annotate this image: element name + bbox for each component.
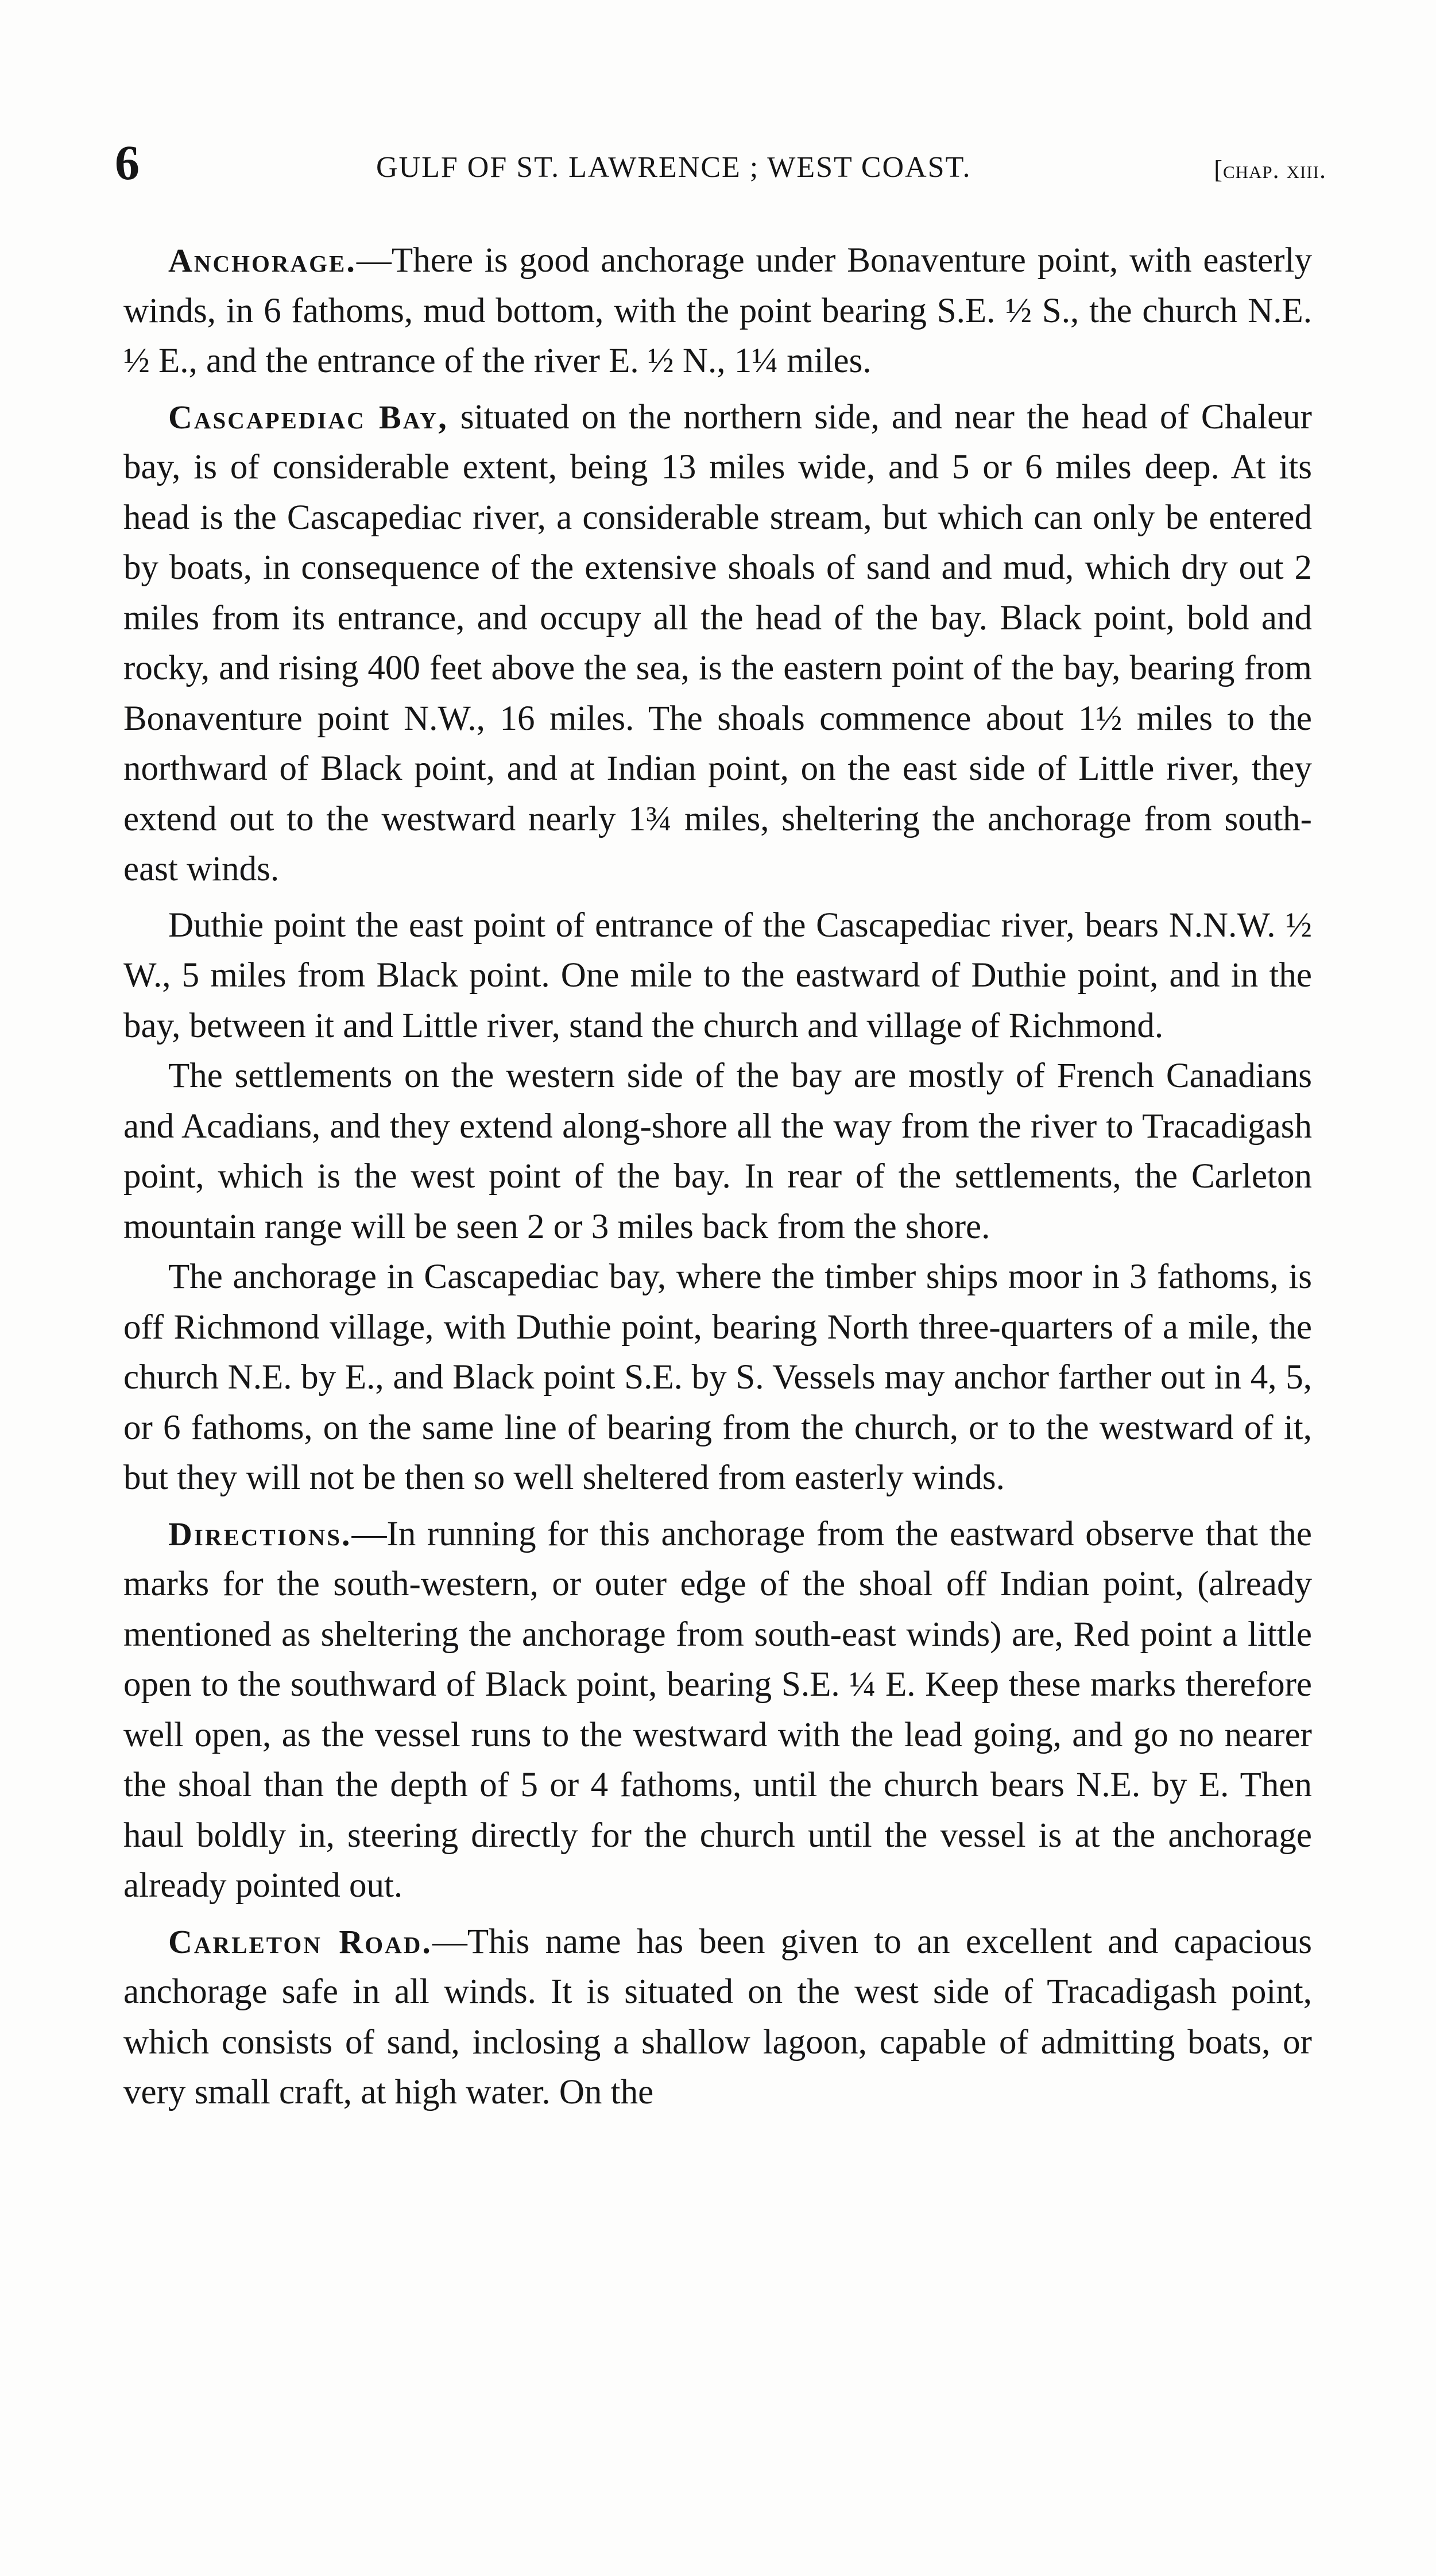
paragraph-duthie-point	[123, 900, 1312, 1051]
paragraph-carleton-road	[123, 1917, 1312, 2118]
page-number: 6	[115, 135, 140, 190]
paragraph-cascapediac-bay	[123, 392, 1312, 895]
paragraph-text: —This name has been given to an excellent and capacious anchorage safe in all winds. It is situated on the west side of Tracadigash point, which consists of sand, inclosing a shallow lagoon, capable of admitting boats, or very small craft, at high water. On the	[123, 1922, 1312, 2111]
paragraph-text: The anchorage in Cascapediac bay, where the timber ships moor in 3 fathoms, is off Richmond village, with Duthie point, bearing North three-quarters of a mile, the church N.E. by E., and Black point S.E. by S. Vessels may anchor farther out in 4, 5, or 6 fathoms, on the same line of bearing from the church, or to the westward of it, but they will not be then so well sheltered from easterly winds.	[123, 1258, 1312, 1497]
paragraph-settlements	[123, 1051, 1312, 1252]
running-title: GULF OF ST. LAWRENCE ; WEST COAST.	[376, 151, 971, 184]
paragraph-anchorage	[123, 235, 1312, 386]
paragraph-text: —There is good anchorage under Bonaventure point, with easterly winds, in 6 fathoms, mud bottom, with the point bearing S.E. ½ S., the church N.E. ½ E., and the entrance of the river E. ½ N., 1¼ miles.	[123, 241, 1312, 380]
section-heading: Cascapediac Bay,	[168, 398, 448, 436]
paragraph-directions	[123, 1509, 1312, 1911]
chapter-reference: [chap. xiii.	[1214, 156, 1326, 184]
page-header	[115, 131, 1326, 194]
section-heading: Directions.	[168, 1515, 352, 1553]
paragraph-text: The settlements on the western side of the bay are mostly of French Canadians and Acadians, and they extend along-shore all the way from the river to Tracadigash point, which is the west point of the bay. In rear of the settlements, the Carleton mountain range will be seen 2 or 3 miles back from the shore.	[123, 1057, 1312, 1246]
section-heading: Carleton Road.	[168, 1923, 432, 1960]
section-heading: Anchorage.	[168, 242, 357, 279]
body-text	[123, 235, 1312, 2124]
paragraph-anchorage-bay	[123, 1252, 1312, 1503]
paragraph-text: —In running for this anchorage from the eastward observe that the marks for the south-western, or outer edge of the shoal off Indian point, (already mentioned as sheltering the anchorage from south-east winds) are, Red point a little open to the southward of Black point, bearing S.E. ¼ E. Keep these marks therefore well open, as the vessel runs to the westward with the lead going, and go no nearer the shoal than the depth of 5 or 4 fathoms, until the church bears N.E. by E. Then haul boldly in, steering directly for the church until the vessel is at the anchorage already pointed out.	[123, 1514, 1312, 1905]
paragraph-text: situated on the northern side, and near the head of Chaleur bay, is of considerable extent, being 13 miles wide, and 5 or 6 miles deep. At its head is the Cascapediac river, a considerable stream, but which can only be entered by boats, in consequence of the extensive shoals of sand and mud, which dry out 2 miles from its entrance, and occupy all the head of the bay. Black point, bold and rocky, and rising 400 feet above the sea, is the eastern point of the bay, bearing from Bonaventure point N.W., 16 miles. The shoals commence about 1½ miles to the northward of Black point, and at Indian point, on the east side of Little river, they extend out to the westward nearly 1¾ miles, sheltering the anchorage from south-east winds.	[123, 397, 1312, 888]
paragraph-text: Duthie point the east point of entrance of the Cascapediac river, bears N.N.W. ½ W., 5 miles from Black point. One mile to the eastward of Duthie point, and in the bay, between it and Little river, stand the church and village of Richmond.	[123, 906, 1312, 1045]
